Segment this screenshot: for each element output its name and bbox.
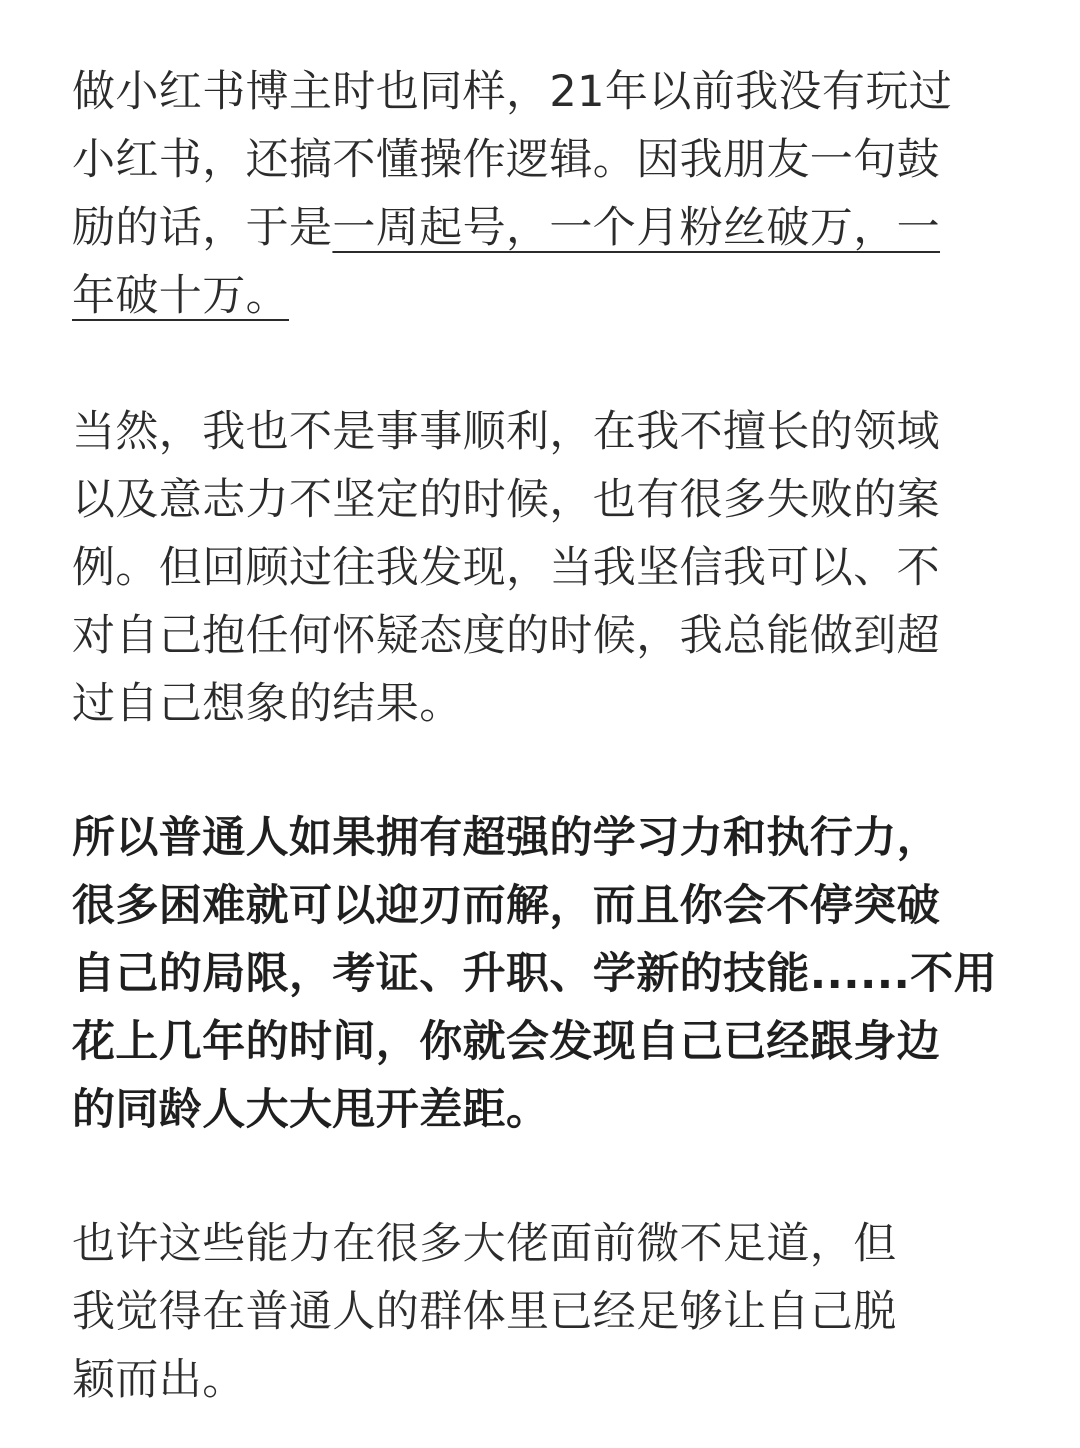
text-line: 做小红书博主时也同样，21年以前我没有玩过 bbox=[72, 67, 953, 117]
text-line: 花上几年的时间，你就会发现自己已经跟身边 bbox=[72, 1017, 940, 1067]
text-line: 对自己抱任何怀疑态度的时候，我总能做到超 bbox=[72, 611, 940, 661]
text-line: 我觉得在普通人的群体里已经足够让自己脱 bbox=[72, 1287, 897, 1337]
text-line: 也许这些能力在很多大佬面前微不足道，但 bbox=[72, 1219, 897, 1269]
paragraph-2 bbox=[72, 398, 940, 738]
underlined-text: 一周起号，一个月粉丝破万，一 bbox=[332, 203, 941, 253]
text-line bbox=[72, 194, 952, 262]
text-line: 所以普通人如果拥有超强的学习力和执行力， bbox=[72, 813, 940, 863]
underlined-text: 年破十万。 bbox=[72, 271, 289, 321]
text-line: 自己的局限，考证、升职、学新的技能......不用 bbox=[72, 949, 998, 999]
text-line: 以及意志力不坚定的时候，也有很多失败的案 bbox=[72, 475, 940, 525]
text-line: 的同龄人大大甩开差距。 bbox=[72, 1085, 550, 1135]
text-line: 很多困难就可以迎刃而解，而且你会不停突破 bbox=[72, 881, 940, 931]
text-line: 当然，我也不是事事顺利，在我不擅长的领域 bbox=[72, 407, 940, 457]
text-line bbox=[72, 262, 952, 330]
text-line: 过自己想象的结果。 bbox=[72, 679, 463, 729]
paragraph-1 bbox=[72, 58, 952, 330]
paragraph-3-bold bbox=[72, 804, 997, 1144]
text-line: 小红书，还搞不懂操作逻辑。因我朋友一句鼓 bbox=[72, 135, 940, 185]
text-line: 颖而出。 bbox=[72, 1355, 246, 1405]
text-line: 例。但回顾过往我发现，当我坚信我可以、不 bbox=[72, 543, 940, 593]
text-segment: 励的话，于是 bbox=[72, 203, 333, 253]
paragraph-4 bbox=[72, 1210, 897, 1414]
